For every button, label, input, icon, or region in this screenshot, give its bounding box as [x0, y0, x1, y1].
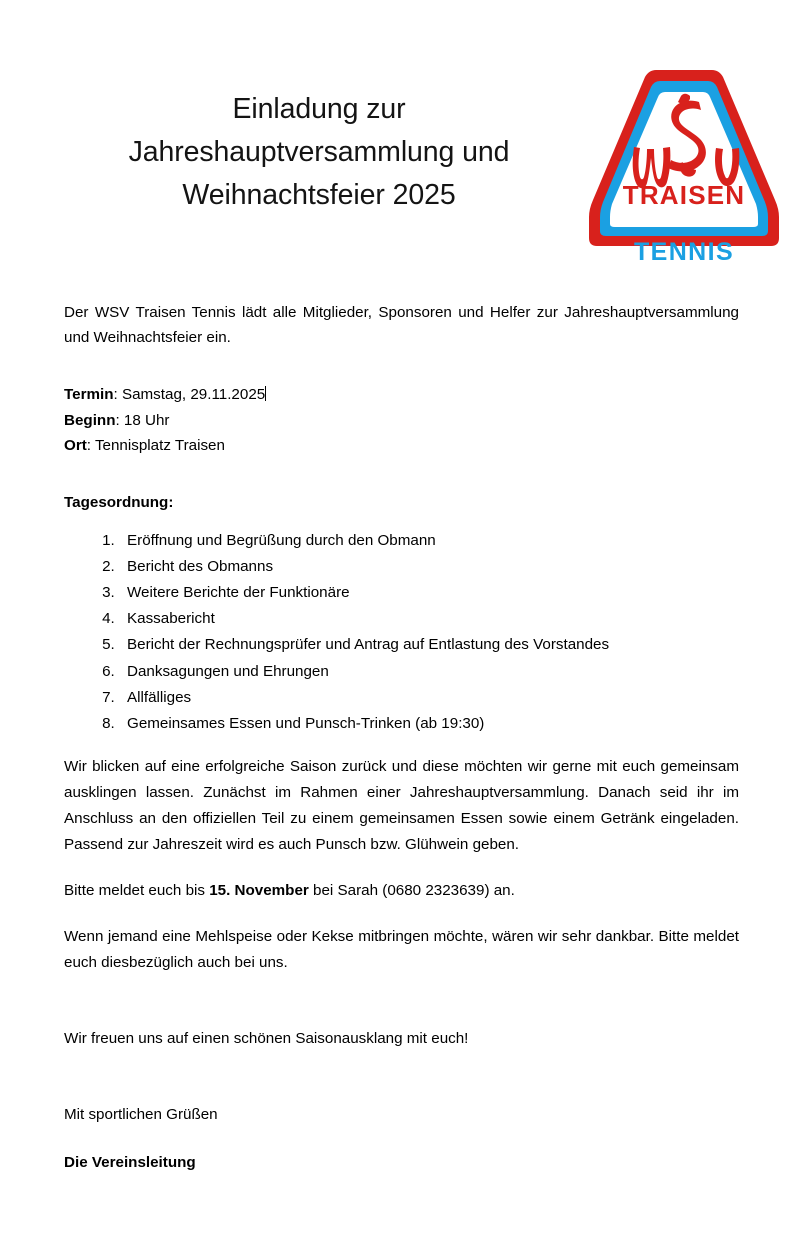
beginn-value: : 18 Uhr: [115, 411, 170, 429]
season-paragraph: Wir blicken auf eine erfolgreiche Saison zurück und diese möchten wir gerne mit euch gemeinsam ausklingen lassen. Zunächst im Rahmen einer Jahreshauptversammlung. Danach seid ihr im Anschluss an den offiziellen Teil zu einem gemeinsamen Essen sowie einem Getränk eingeladen. Passend zur Jahreszeit wird es auch Punsch bzw. Glühwein geben.: [64, 758, 739, 854]
rsvp-prefix: Bitte meldet euch bis: [64, 882, 210, 900]
logo-traisen-text: TRAISEN: [622, 180, 746, 210]
title-line-2: Jahreshauptversammlung und: [128, 136, 510, 168]
termin-label: Termin: [64, 386, 114, 403]
termin-value: : Samstag, 29.11.2025: [113, 386, 266, 403]
signoff-name: Die Vereinsleitung: [64, 1154, 196, 1172]
event-details: [64, 382, 739, 459]
detail-row-ort: [64, 433, 739, 459]
bring-paragraph: Wenn jemand eine Mehlspeise oder Kekse mitbringen möchte, wären wir sehr dankbar. Bitte meldet euch diesbezüglich auch bei uns.: [64, 928, 739, 972]
agenda-item: 7. Allfälliges: [119, 685, 739, 711]
title-line-1: Einladung zur: [232, 93, 406, 125]
document-header: [0, 0, 800, 275]
closing-line: Wir freuen uns auf einen schönen Saisonausklang mit euch!: [64, 1030, 469, 1048]
ort-value: : Tennisplatz Traisen: [86, 437, 225, 454]
ort-label: Ort: [64, 437, 87, 454]
rsvp-suffix: bei Sarah (0680 2323639) an.: [308, 882, 515, 900]
agenda-item: 6. Danksagungen und Ehrungen: [119, 659, 739, 685]
agenda-item: 1. Eröffnung und Begrüßung durch den Obmann: [119, 528, 739, 554]
beginn-label: Beginn: [64, 411, 116, 429]
agenda-heading: Tagesordnung:: [64, 493, 174, 511]
page-title: [64, 88, 574, 217]
rsvp-deadline: 15. November: [209, 882, 309, 900]
agenda-item: 4. Kassabericht: [119, 606, 739, 632]
document-body: [64, 300, 739, 1176]
detail-row-beginn: [64, 408, 739, 434]
agenda-list: [64, 528, 739, 738]
text-caret: [265, 386, 266, 401]
detail-row-termin: [64, 382, 739, 408]
logo-tennis-text: TENNIS: [633, 238, 735, 264]
signoff-greeting: Mit sportlichen Grüßen: [64, 1106, 218, 1124]
title-line-3: Weihnachtsfeier 2025: [182, 179, 456, 211]
agenda-item: 5. Bericht der Rechnungsprüfer und Antrag auf Entlastung des Vorstandes: [119, 632, 739, 658]
agenda-item: 3. Weitere Berichte der Funktionäre: [119, 580, 739, 606]
intro-paragraph: Der WSV Traisen Tennis lädt alle Mitglieder, Sponsoren und Helfer zur Jahreshauptversammlung und Weihnachtsfeier ein.: [64, 304, 739, 346]
agenda-item: 2. Bericht des Obmanns: [119, 554, 739, 580]
agenda-item: 8. Gemeinsames Essen und Punsch-Trinken (ab 19:30): [119, 711, 739, 737]
rsvp-paragraph: [64, 878, 739, 904]
club-logo: [586, 52, 782, 264]
